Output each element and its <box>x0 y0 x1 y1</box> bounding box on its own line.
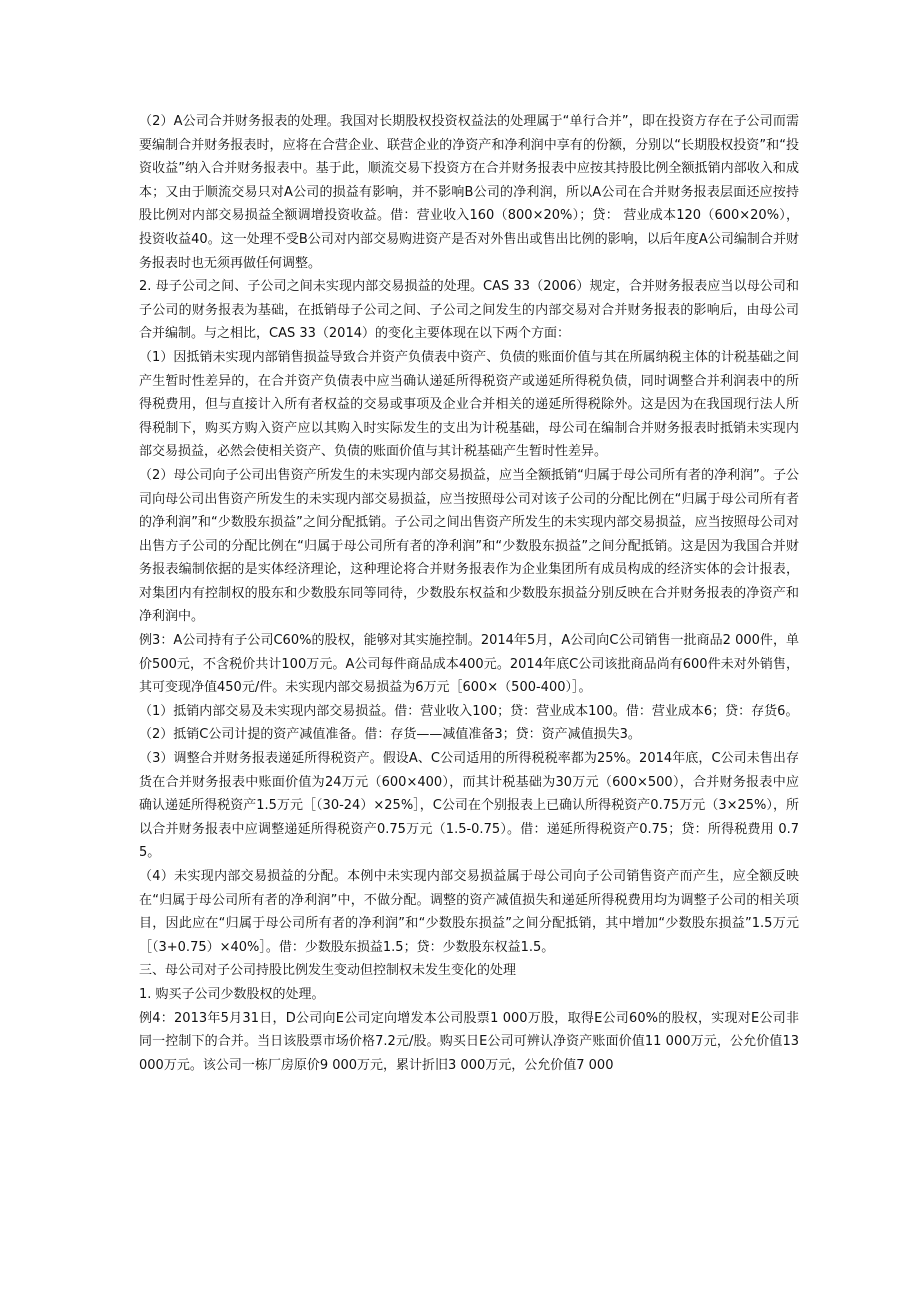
paragraph-example-4: 例4：2013年5月31日，D公司向E公司定向增发本公司股票1 000万股，取得E公司60%的股权，实现对E公司非同一控制下的合并。当日该股票市场价格7.2元/股。购买日E公司可辨认净资产账面价值11 000万元，公允价值13 000万元。该公司一栋厂房原价9 000万元，累计折旧3 000万元，公允价值7 000 <box>139 1010 799 1073</box>
paragraph-heading-2: 2. 母子公司之间、子公司之间未实现内部交易损益的处理。CAS 33（2006）规定，合并财务报表应当以母公司和子公司的财务报表为基础，在抵销母子公司之间、子公司之间发生的内部交易对合并财务报表的影响后，由母公司合并编制。与之相比，CAS 33（2014）的变化主要体现在以下两个方面： <box>139 279 799 342</box>
paragraph-example-3-step-1: （1）抵销内部交易及未实现内部交易损益。借：营业收入100；贷：营业成本100。借：营业成本6；贷：存货6。 <box>139 703 799 719</box>
paragraph-point-2: （2）母公司向子公司出售资产所发生的未实现内部交易损益，应当全额抵销“归属于母公司所有者的净利润”。子公司向母公司出售资产所发生的未实现内部交易损益，应当按照母公司对该子公司的分配比例在“归属于母公司所有者的净利润”和“少数股东损益”之间分配抵销。子公司之间出售资产所发生的未实现内部交易损益，应当按照母公司对出售方子公司的分配比例在“归属于母公司所有者的净利润”和“少数股东损益”之间分配抵销。这是因为我国合并财务报表编制依据的是实体经济理论，这种理论将合并财务报表作为企业集团所有成员构成的经济实体的会计报表，对集团内有控制权的股东和少数股东同等同待，少数股东权益和少数股东损益分别反映在合并财务报表的净资产和净利润中。 <box>139 467 799 625</box>
document-body <box>139 110 799 1077</box>
paragraph-example-3-step-4: （4）未实现内部交易损益的分配。本例中未实现内部交易损益属于母公司向子公司销售资产而产生，应全额反映在“归属于母公司所有者的净利润”中，不做分配。调整的资产减值损失和递延所得税费用均为调整子公司的相关项目，因此应在“归属于母公司所有者的净利润”和“少数股东损益”之间分配抵销，其中增加“少数股东损益”1.5万元［（3+0.75）×40%］。借：少数股东损益1.5；贷：少数股东权益1.5。 <box>139 869 799 955</box>
paragraph-example-3: 例3：A公司持有子公司C60%的股权，能够对其实施控制。2014年5月，A公司向C公司销售一批商品2 000件，单价500元，不含税价共计100万元。A公司每件商品成本400元。2014年底C公司该批商品尚有600件未对外销售，其可变现净值450元/件。未实现内部交易损益为6万元［600×（500-400）］。 <box>139 633 799 696</box>
paragraph-section-3-heading: 三、母公司对子公司持股比例发生变动但控制权未发生变化的处理 <box>139 963 517 979</box>
paragraph-example-3-step-3: （3）调整合并财务报表递延所得税资产。假设A、C公司适用的所得税税率都为25%。2014年底，C公司未售出存货在合并财务报表中账面价值为24万元（600×400），而其计税基础为30万元（600×500），合并财务报表中应确认递延所得税资产1.5万元［（30-24）×25%］，C公司在个别报表上已确认所得税资产0.75万元（3×25%），所以合并财务报表中应调整递延所得税资产0.75万元（1.5-0.75）。借：递延所得税资产0.75；贷：所得税费用 0.75。 <box>139 751 799 861</box>
paragraph-subheading-1: 1. 购买子公司少数股权的处理。 <box>139 986 325 1002</box>
paragraph-point-1: （1）因抵销未实现内部销售损益导致合并资产负债表中资产、负债的账面价值与其在所属纳税主体的计税基础之间产生暂时性差异的，在合并资产负债表中应当确认递延所得税资产或递延所得税负债，同时调整合并利润表中的所得税费用，但与直接计入所有者权益的交易或事项及企业合并相关的递延所得税除外。这是因为在我国现行法人所得税制下，购买方购入资产应以其购入时实际发生的支出为计税基础，母公司在编制合并财务报表时抵销未实现内部交易损益，必然会使相关资产、负债的账面价值与其计税基础产生暂时性差异。 <box>139 349 799 460</box>
paragraph-section-2-treatment: （2）A公司合并财务报表的处理。我国对长期股权投资权益法的处理属于“单行合并”，即在投资方存在子公司而需要编制合并财务报表时，应将在合营企业、联营企业的净资产和净利润中享有的份额，分别以“长期股权投资”和“投资收益”纳入合并财务报表中。基于此，顺流交易下投资方在合并财务报表中应按其持股比例全额抵销内部收入和成本；又由于顺流交易只对A公司的损益有影响，并不影响B公司的净利润，所以A公司在合并财务报表层面还应按持股比例对内部交易损益全额调增投资收益。借：营业收入160（800×20%）；贷： 营业成本120（600×20%），投资收益40。这一处理不受B公司对内部交易购进资产是否对外售出或售出比例的影响，以后年度A公司编制合并财务报表时也无须再做任何调整。 <box>139 114 799 271</box>
paragraph-example-3-step-2: （2）抵销C公司计提的资产减值准备。借：存货——减值准备3；贷：资产减值损失3。 <box>139 727 641 743</box>
